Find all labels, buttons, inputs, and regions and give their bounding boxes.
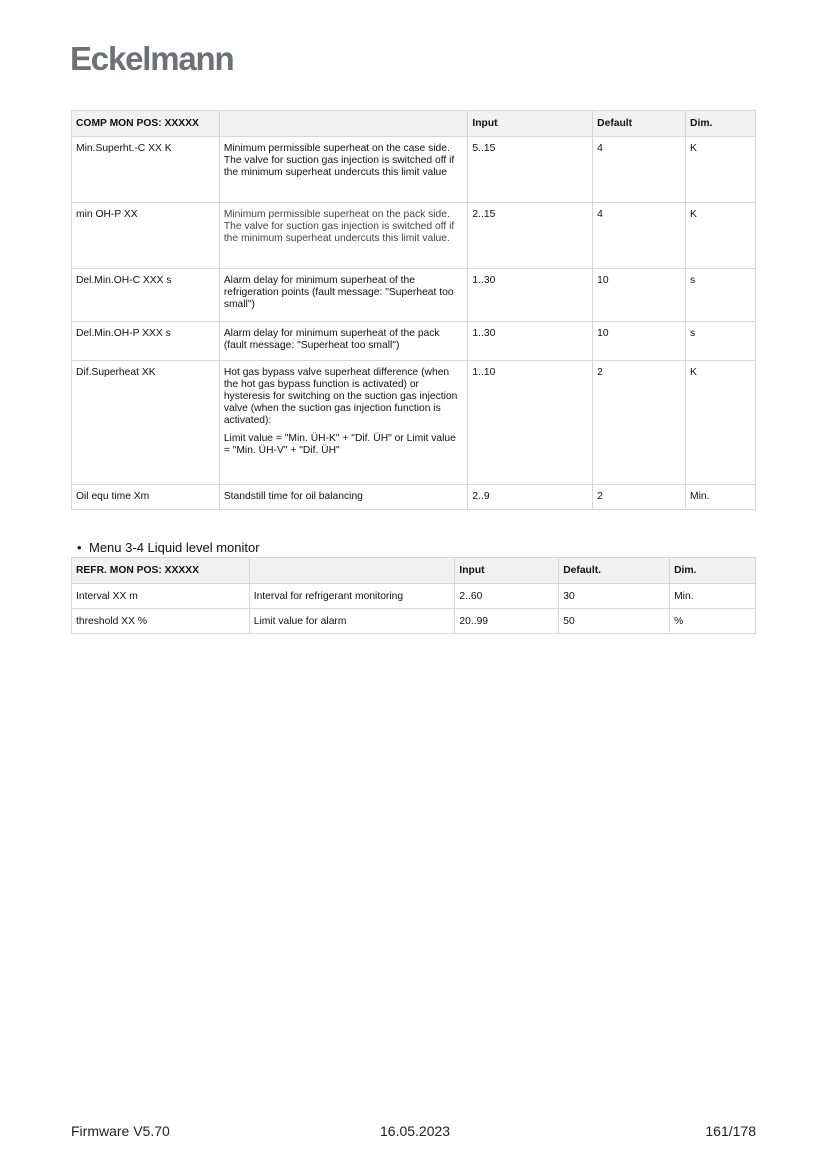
- param-default: 2: [593, 361, 686, 485]
- param-input: 20..99: [455, 609, 559, 634]
- param-name: Del.Min.OH-P XXX s: [72, 322, 220, 361]
- table-row: [72, 203, 756, 269]
- param-dim: s: [686, 269, 756, 322]
- param-default: 4: [593, 203, 686, 269]
- table-row: [72, 584, 756, 609]
- param-desc: [219, 361, 468, 485]
- table-header-row: [72, 111, 756, 137]
- table-row: [72, 361, 756, 485]
- header-input: Input: [468, 111, 593, 137]
- param-name: min OH-P XX: [72, 203, 220, 269]
- footer-page-number: 161/178: [705, 1123, 756, 1139]
- header-input: Input: [455, 558, 559, 584]
- header-param: REFR. MON POS: XXXXX: [72, 558, 250, 584]
- header-dim: Dim.: [670, 558, 756, 584]
- param-name: Interval XX m: [72, 584, 250, 609]
- table-row: [72, 137, 756, 203]
- param-desc: Alarm delay for minimum superheat of the refrigeration points (fault message: "Superheat too small"): [219, 269, 468, 322]
- param-name: Min.Superht.-C XX K: [72, 137, 220, 203]
- comp-mon-table: [71, 110, 756, 510]
- param-dim: K: [686, 203, 756, 269]
- table-row: [72, 609, 756, 634]
- table-row: [72, 322, 756, 361]
- param-input: 1..30: [468, 269, 593, 322]
- param-default: 10: [593, 322, 686, 361]
- param-desc: Interval for refrigerant monitoring: [249, 584, 455, 609]
- param-dim: Min.: [670, 584, 756, 609]
- header-desc: [249, 558, 455, 584]
- param-dim: K: [686, 137, 756, 203]
- param-default: 30: [559, 584, 670, 609]
- param-input: 2..9: [468, 485, 593, 510]
- header-default: Default: [593, 111, 686, 137]
- param-name: threshold XX %: [72, 609, 250, 634]
- param-dim: Min.: [686, 485, 756, 510]
- param-desc: Alarm delay for minimum superheat of the pack (fault message: "Superheat too small"): [219, 322, 468, 361]
- table-row: [72, 269, 756, 322]
- param-desc: Standstill time for oil balancing: [219, 485, 468, 510]
- footer-firmware: Firmware V5.70: [71, 1123, 170, 1139]
- param-name: Del.Min.OH-C XXX s: [72, 269, 220, 322]
- param-input: 2..60: [455, 584, 559, 609]
- section-title: Menu 3-4 Liquid level monitor: [89, 540, 260, 555]
- company-logo: Eckelmann: [70, 40, 234, 77]
- param-dim: s: [686, 322, 756, 361]
- param-input: 2..15: [468, 203, 593, 269]
- param-dim: K: [686, 361, 756, 485]
- section-heading: [77, 540, 260, 555]
- footer-date: 16.05.2023: [380, 1123, 451, 1139]
- refr-mon-table: [71, 557, 756, 634]
- param-default: 10: [593, 269, 686, 322]
- table-row: [72, 485, 756, 510]
- bullet-icon: •: [77, 540, 82, 555]
- header-param: COMP MON POS: XXXXX: [72, 111, 220, 137]
- param-name: Oil equ time Xm: [72, 485, 220, 510]
- param-desc: Minimum permissible superheat on the case side. The valve for suction gas injection is switched off if the minimum superheat undercuts this limit value: [219, 137, 468, 203]
- param-default: 4: [593, 137, 686, 203]
- param-default: 50: [559, 609, 670, 634]
- header-dim: Dim.: [686, 111, 756, 137]
- param-input: 1..30: [468, 322, 593, 361]
- param-dim: %: [670, 609, 756, 634]
- table-header-row: [72, 558, 756, 584]
- header-desc: [219, 111, 468, 137]
- param-input: 1..10: [468, 361, 593, 485]
- param-desc: Minimum permissible superheat on the pack side. The valve for suction gas injection is switched off if the minimum superheat undercuts this limit value.: [219, 203, 468, 269]
- param-desc: Limit value for alarm: [249, 609, 455, 634]
- param-default: 2: [593, 485, 686, 510]
- param-desc-formula: Limit value = "Min. ÜH-K" + "Dif. ÜH" or Limit value = "Min. ÜH-V" + "Dif. ÜH": [223, 433, 456, 456]
- param-name: Dif.Superheat XK: [72, 361, 220, 485]
- header-default: Default.: [559, 558, 670, 584]
- param-input: 5..15: [468, 137, 593, 203]
- param-desc-main: Hot gas bypass valve superheat difference (when the hot gas bypass function is activated) or hysteresis for switching on the suction gas injection valve (when the suction gas injection function is activated):: [223, 367, 458, 426]
